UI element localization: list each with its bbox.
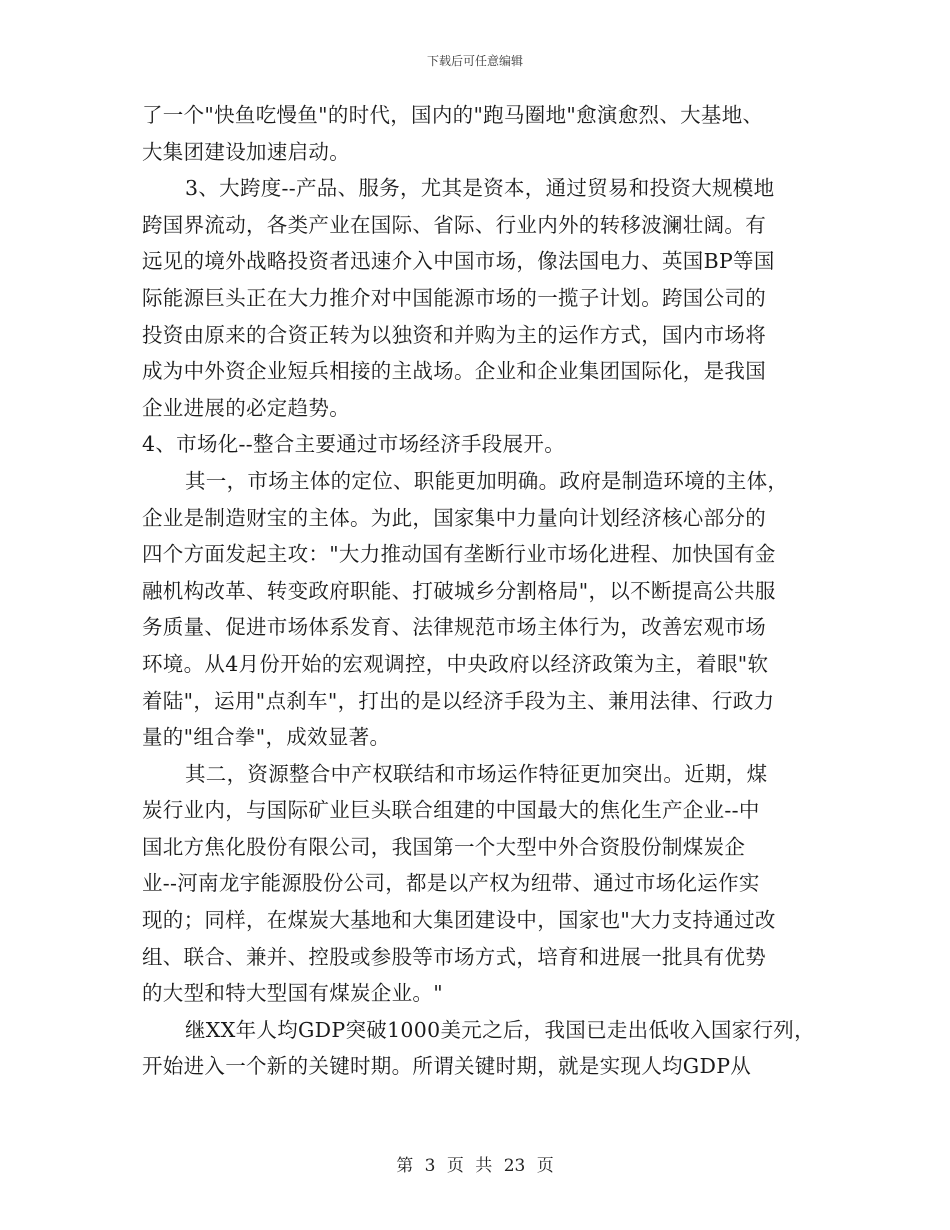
text-line: 成为中外资企业短兵相接的主战场。企业和企业集团国际化，是我国 [142, 359, 766, 384]
text-line: 业--河南龙宇能源股份公司，都是以产权为纽带、通过市场化运作实 [142, 871, 760, 896]
text-line: 大集团建设加速启动。 [142, 139, 350, 164]
paragraph [142, 756, 842, 1012]
text-line: 企业进展的必定趋势。 [142, 395, 350, 420]
document-body [142, 97, 842, 1085]
text-line: 投资由原来的合资正转为以独资和并购为主的运作方式，国内市场将 [142, 322, 766, 347]
text-line: 其一，市场主体的定位、职能更加明确。政府是制造环境的主体， [185, 468, 789, 493]
text-line: 继XX年人均GDP突破1000美元之后，我国已走出低收入国家行列， [185, 1017, 815, 1042]
text-line: 4、市场化--整合主要通过市场经济手段展开。 [142, 432, 565, 457]
paragraph [142, 97, 842, 170]
page-header: 下载后可任意编辑 [426, 54, 523, 68]
text-line: 融机构改革、转变政府职能、打破城乡分割格局"，以不断提高公共服 [142, 578, 776, 603]
paragraph [142, 1012, 842, 1085]
text-line: 远见的境外战略投资者迅速介入中国市场，像法国电力、英国BP等国 [142, 249, 775, 274]
paragraph [142, 463, 842, 756]
text-line: 际能源巨头正在大力推介对中国能源市场的一揽子计划。跨国公司的 [142, 285, 766, 310]
text-line: 四个方面发起主攻："大力推动国有垄断行业市场化进程、加快国有金 [142, 542, 776, 567]
text-line: 环境。从4月份开始的宏观调控，中央政府以经济政策为主，着眼"软 [142, 651, 769, 676]
text-line: 开始进入一个新的关键时期。所谓关键时期，就是实现人均GDP从 [142, 1054, 752, 1079]
text-line: 组、联合、兼并、控股或参股等市场方式，培育和进展一批具有优势 [142, 944, 766, 969]
text-line: 企业是制造财宝的主体。为此，国家集中力量向计划经济核心部分的 [142, 505, 766, 530]
text-line: 炭行业内，与国际矿业巨头联合组建的中国最大的焦化生产企业--中 [142, 798, 760, 823]
text-line: 了一个"快鱼吃慢鱼"的时代，国内的"跑马圈地"愈演愈烈、大基地、 [142, 103, 764, 127]
text-line: 其二，资源整合中产权联结和市场运作特征更加突出。近期，煤 [185, 761, 768, 786]
text-line: 跨国界流动，各类产业在国际、省际、行业内外的转移波澜壮阔。有 [142, 212, 766, 237]
text-line: 3、大跨度--产品、服务，尤其是资本，通过贸易和投资大规模地 [185, 176, 775, 201]
paragraph [142, 170, 842, 426]
text-line: 着陆"，运用"点刹车"，打出的是以经济手段为主、兼用法律、行政力 [142, 688, 775, 713]
text-line: 的大型和特大型国有煤炭企业。" [142, 981, 443, 1006]
text-line: 国北方焦化股份有限公司，我国第一个大型中外合资股份制煤炭企 [142, 834, 746, 859]
page-footer: 第 3 页 共 23 页 [396, 1156, 554, 1176]
text-line: 现的；同样，在煤炭大基地和大集团建设中，国家也"大力支持通过改 [142, 908, 776, 933]
text-line: 务质量、促进市场体系发育、法律规范市场主体行为，改善宏观市场 [142, 615, 766, 640]
paragraph [142, 426, 842, 463]
text-line: 量的"组合拳"，成效显著。 [142, 725, 391, 750]
